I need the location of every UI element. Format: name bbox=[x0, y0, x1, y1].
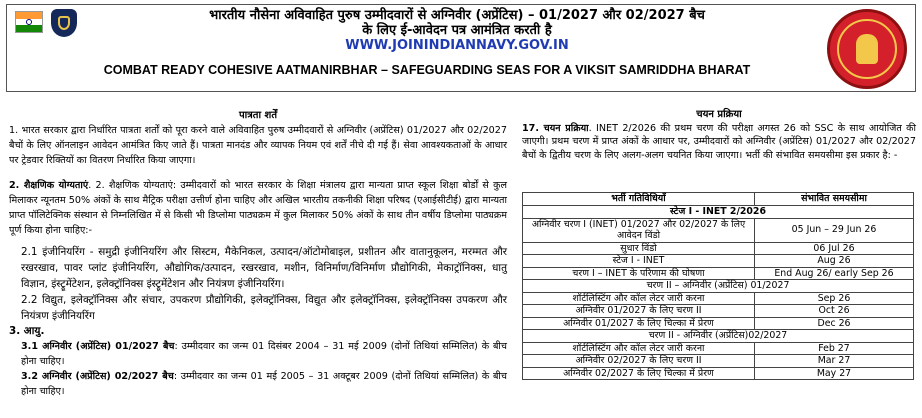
ssc-logo-icon bbox=[827, 9, 907, 89]
activity-cell: शॉर्टलिस्टिंग और कॉल लेटर जारी करना bbox=[523, 292, 755, 305]
selection-para bbox=[522, 122, 916, 163]
activity-cell: अग्निवीर 02/2027 के लिए चरण II bbox=[523, 355, 755, 368]
header-banner bbox=[6, 4, 916, 92]
table-row bbox=[523, 267, 914, 280]
col-timeline-header: संभावित समयसीमा bbox=[755, 193, 914, 206]
table-row bbox=[523, 342, 914, 355]
header-title-line1: भारतीय नौसेना अविवाहित पुरुष उम्मीदवारों से अग्निवीर (अप्रेंटिस) – 01/2027 और 02/2027 बैच bbox=[209, 8, 705, 23]
activity-cell: अग्निवीर 02/2027 के लिए चिल्का में प्रेरण bbox=[523, 367, 755, 380]
engineering-list-2-2: 2.2 विद्युत, इलेक्ट्रॉनिक्स और संचार, उपकरण प्रौद्योगिकी, इलेक्ट्रॉनिक्स, विद्युत और इलेक्ट्रॉनिक्स, इलेक्ट्रॉनिक्स उपकरण और नियंत्रण इंजीनियरिंग bbox=[21, 294, 507, 322]
selection-section bbox=[522, 100, 916, 380]
timeline-cell: Oct 26 bbox=[755, 305, 914, 318]
table-row bbox=[523, 317, 914, 330]
schedule-table bbox=[522, 192, 914, 380]
eligibility-heading: पात्रता शर्तें bbox=[238, 110, 278, 121]
age-batch-01-text: : उम्मीदवार का जन्म 01 दिसंबर 2004 – 31 मई 2009 (दोनों तिथियां सम्मिलित) के बीच होना चाहिए। bbox=[21, 341, 507, 367]
age-batch-01-2027 bbox=[9, 339, 507, 369]
timeline-cell: Dec 26 bbox=[755, 317, 914, 330]
timeline-cell: End Aug 26/ early Sep 26 bbox=[755, 267, 914, 280]
timeline-cell: Feb 27 bbox=[755, 342, 914, 355]
timeline-cell: May 27 bbox=[755, 367, 914, 380]
activity-cell: शॉर्टलिस्टिंग और कॉल लेटर जारी करना bbox=[523, 342, 755, 355]
age-batch-02-label: 3.2 अग्निवीर (अप्रेंटिस) 02/2027 बैच bbox=[21, 371, 174, 382]
age-batch-01-label: 3.1 अग्निवीर (अप्रेंटिस) 01/2027 बैच bbox=[21, 341, 175, 352]
education-label: 2. शैक्षणिक योग्यताएं bbox=[9, 180, 89, 191]
activity-cell: सुधार विंडो bbox=[523, 242, 755, 255]
table-row bbox=[523, 367, 914, 380]
timeline-cell: Sep 26 bbox=[755, 292, 914, 305]
eligibility-section bbox=[9, 100, 507, 399]
timeline-cell: 05 Jun – 29 Jun 26 bbox=[755, 218, 914, 242]
schedule-header-row bbox=[523, 193, 914, 206]
stage-1-header: स्टेज I - INET 2/2026 bbox=[523, 206, 914, 219]
selection-heading: चयन प्रक्रिया bbox=[696, 109, 742, 120]
activity-cell: चरण I – INET के परिणाम की घोषणा bbox=[523, 267, 755, 280]
eligibility-para-1: 1. भारत सरकार द्वारा निर्धारित पात्रता शर्तों को पूरा करने वाले अविवाहित पुरुष उम्मीदवारों से अग्निवीर (अप्रेंटिस) 01/2027 और 02/2027 बैचों के लिए ऑनलाइन आवेदन आमंत्रित किए जाते हैं। पात्रता मानदंड और व्यापक नियम एवं शर्तें नीचे दी गई हैं। सेवा आवश्यकताओं के आधार पर ट्रेडवार रिक्तियों का वितरण निर्धारित किया जाएगा। bbox=[9, 125, 507, 166]
indian-flag-icon bbox=[15, 11, 43, 33]
indian-navy-crest-icon bbox=[51, 9, 77, 37]
timeline-cell: 06 Jul 26 bbox=[755, 242, 914, 255]
age-batch-02-text: : उम्मीदवार का जन्म 01 मई 2005 – 31 अक्टूबर 2009 (दोनों तिथियां सम्मिलित) के बीच होना चाहिए। bbox=[21, 371, 507, 397]
table-row bbox=[523, 242, 914, 255]
education-text: . 2. शैक्षणिक योग्यताएं: उम्मीदवारों को भारत सरकार के शिक्षा मंत्रालय द्वारा मान्यता प्राप्त स्कूल शिक्षा बोर्डों से कुल मिलाकर न्यूनतम 50% अंकों के साथ मैट्रिक परीक्षा उत्तीर्ण होना चाहिए और अखिल भारतीय तकनीकी शिक्षा परिषद (एआईसीटीई) द्वारा मान्यता प्राप्त पॉलिटेक्निक संस्थान से निम्नलिखित में से किसी भी डिप्लोमा पाठ्यक्रम में कुल मिलाकर 50% अंकों के साथ तीन वर्षीय डिप्लोमा पाठ्यक्रम पूर्ण किया होना चाहिए:- bbox=[9, 180, 507, 236]
header-url-link[interactable]: WWW.JOININDIANNAVY.GOV.IN bbox=[345, 38, 569, 53]
col-activity-header: भर्ती गतिविधियाँ bbox=[523, 193, 755, 206]
age-batch-02-2027 bbox=[9, 369, 507, 399]
timeline-cell: Aug 26 bbox=[755, 255, 914, 268]
selection-text: . INET 2/2026 की प्रथम चरण की परीक्षा अगस्त 26 को SSC के साथ आयोजित की जाएगी। प्रथम चरण में प्राप्त अंकों के आधार पर, उम्मीदवारों को अग्निवीर (अप्रेंटिस) 01/2027 और 02/2027 बैचों के द्वितीय चरण के लिए अलग-अलग चयनित किया जाएगा। भर्ती की संभावित समयसीमा इस प्रकार है: - bbox=[522, 122, 916, 161]
selection-label: 17. चयन प्रक्रिया bbox=[522, 122, 589, 134]
engineering-list-2-1: 2.1 इंजीनियरिंग - समुद्री इंजीनियरिंग और सिस्टम, मैकेनिकल, उत्पादन/ऑटोमोबाइल, प्रशीतन और वातानुकूलन, मरम्मत और रखरखाव, पावर प्लांट इंजीनियरिंग, औद्योगिक/उत्पादन, रखरखाव, मशीन, विनिर्माण/विनिर्माण प्रौद्योगिकी, मेकाट्रॉनिक्स, धातु विज्ञान, इंस्ट्रूमेंटेशन, इलेक्ट्रॉनिक्स इंस्ट्रूमेंटेशन और नियंत्रण इंजीनियरिंग। bbox=[21, 246, 507, 290]
stage-2-batch-01-header: चरण II – अग्निवीर (अप्रेंटिस) 01/2027 bbox=[523, 280, 914, 293]
activity-cell: अग्निवीर 01/2027 के लिए चरण II bbox=[523, 305, 755, 318]
table-row bbox=[523, 292, 914, 305]
header-slogan: COMBAT READY COHESIVE AATMANIRBHAR – SAFEGUARDING SEAS FOR A VIKSIT SAMRIDDHA BHARAT bbox=[103, 63, 751, 77]
activity-cell: स्टेज I - INET bbox=[523, 255, 755, 268]
table-row bbox=[523, 305, 914, 318]
activity-cell: अग्निवीर 01/2027 के लिए चिल्का में प्रेरण bbox=[523, 317, 755, 330]
table-row bbox=[523, 218, 914, 242]
table-row bbox=[523, 255, 914, 268]
table-row bbox=[523, 355, 914, 368]
education-para bbox=[9, 178, 507, 238]
age-heading: 3. आयु. bbox=[9, 325, 45, 337]
activity-cell: अग्निवीर चरण I (INET) 01/2027 और 02/2027 के लिए आवेदन विंडो bbox=[523, 218, 755, 242]
stage-2-batch-02-header: चरण II - अग्निवीर (अप्रेंटिस)02/2027 bbox=[523, 330, 914, 343]
header-title-line2: के लिए ई-आवेदन पत्र आमंत्रित करती है bbox=[362, 23, 552, 38]
timeline-cell: Mar 27 bbox=[755, 355, 914, 368]
